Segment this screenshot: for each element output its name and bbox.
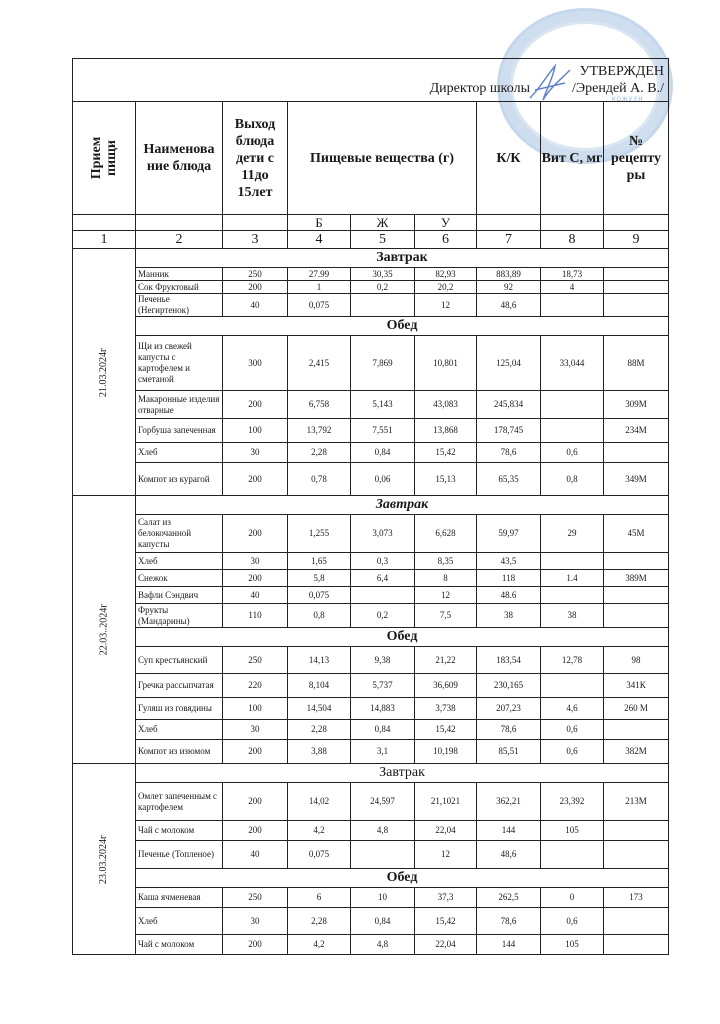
vit-c-value: 0,6 [541,740,604,764]
carbs-value: 6,628 [415,515,477,553]
dish-row [73,841,669,869]
approval-block [73,59,669,102]
meal-title: Завтрак [136,496,669,515]
dish-row [73,908,669,935]
recipe-number: 349М [604,463,669,496]
protein-value: 0,78 [288,463,351,496]
dish-yield: 200 [223,463,288,496]
vit-c-value: 33,044 [541,336,604,391]
dish-yield: 200 [223,515,288,553]
protein-value: 5,8 [288,570,351,587]
day-date: 23.03.2024г [98,834,110,884]
dish-name: Компот из изюмом [136,740,223,764]
col-number: 4 [288,231,351,249]
fat-value: 6,4 [351,570,415,587]
dish-yield: 200 [223,783,288,821]
vit-c-value: 0 [541,888,604,908]
dish-name: Салат из белокочанной капусты [136,515,223,553]
col-header-fat: Ж [351,215,415,231]
kcal-value: 125,04 [477,336,541,391]
dish-name: Суп крестьянский [136,647,223,674]
day-date: 21.03.2024г [98,347,110,397]
kcal-value: 883,89 [477,268,541,281]
fat-value: 9,38 [351,647,415,674]
vit-c-value [541,419,604,443]
dish-yield: 30 [223,443,288,463]
recipe-number [604,268,669,281]
protein-value: 4,2 [288,935,351,955]
kcal-value: 178,745 [477,419,541,443]
fat-value [351,841,415,869]
fat-value: 24,597 [351,783,415,821]
recipe-number: 213М [604,783,669,821]
protein-value: 2,415 [288,336,351,391]
col-header-vit-c: Вит С, мг [541,102,604,215]
protein-value: 1,255 [288,515,351,553]
protein-value: 0,8 [288,604,351,628]
dish-name: Фрукты (Мандарины) [136,604,223,628]
fat-value: 0,3 [351,553,415,570]
dish-name: Макаронные изделия отварные [136,391,223,419]
fat-value [351,294,415,317]
col-header-carbs: У [415,215,477,231]
protein-value: 2,28 [288,720,351,740]
dish-yield: 200 [223,281,288,294]
kcal-value: 43,5 [477,553,541,570]
dish-name: Хлеб [136,720,223,740]
col-header-nutrients: Пищевые вещества (г) [288,102,477,215]
fat-value: 0,84 [351,720,415,740]
protein-value: 1 [288,281,351,294]
recipe-number [604,908,669,935]
dish-row [73,740,669,764]
protein-value: 2,28 [288,908,351,935]
vit-c-value [541,391,604,419]
signatory-title: Директор школы [429,81,530,96]
carbs-value: 15,42 [415,908,477,935]
recipe-number: 98 [604,647,669,674]
carbs-value: 12 [415,587,477,604]
signatory [77,80,664,97]
dish-yield: 40 [223,587,288,604]
meal-section-row [73,764,669,783]
fat-value: 3,1 [351,740,415,764]
recipe-number [604,720,669,740]
fat-value: 4,8 [351,935,415,955]
recipe-number: 309М [604,391,669,419]
stamp-text: КОЖУУН [612,97,644,103]
dish-yield: 200 [223,391,288,419]
col-header-meal: Прием пищи [73,102,136,215]
dish-name: Хлеб [136,443,223,463]
fat-value [351,587,415,604]
vit-c-value [541,674,604,698]
kcal-value: 92 [477,281,541,294]
kcal-value: 48,6 [477,841,541,869]
recipe-number: 88М [604,336,669,391]
carbs-value: 8,35 [415,553,477,570]
recipe-number: 382М [604,740,669,764]
empty-cell [477,215,541,231]
fat-value: 10 [351,888,415,908]
dish-name: Омлет запеченным с картофелем [136,783,223,821]
dish-yield: 200 [223,821,288,841]
kcal-value: 59,97 [477,515,541,553]
menu-table [72,58,669,955]
column-number-row [73,231,669,249]
protein-value: 27.99 [288,268,351,281]
recipe-number: 341К [604,674,669,698]
vit-c-value: 0,8 [541,463,604,496]
recipe-number [604,604,669,628]
dish-name: Чай с молоком [136,935,223,955]
vit-c-value: 0,6 [541,720,604,740]
protein-value: 0,075 [288,841,351,869]
kcal-value: 144 [477,935,541,955]
recipe-number [604,587,669,604]
protein-value: 6,758 [288,391,351,419]
protein-value: 6 [288,888,351,908]
kcal-value: 48.6 [477,587,541,604]
kcal-value: 48,6 [477,294,541,317]
protein-value: 14,13 [288,647,351,674]
recipe-number [604,294,669,317]
fat-value: 0,84 [351,443,415,463]
protein-value: 2,28 [288,443,351,463]
col-number: 6 [415,231,477,249]
vit-c-value: 0,6 [541,443,604,463]
carbs-value: 20,2 [415,281,477,294]
column-header-row [73,102,669,215]
dish-yield: 200 [223,570,288,587]
kcal-value: 78,6 [477,908,541,935]
dish-row [73,604,669,628]
kcal-value: 85,51 [477,740,541,764]
carbs-value: 82,93 [415,268,477,281]
dish-name: Печенье (Топленое) [136,841,223,869]
dish-row [73,674,669,698]
kcal-value: 362,21 [477,783,541,821]
carbs-value: 37,3 [415,888,477,908]
dish-row [73,391,669,419]
vit-c-value: 12,78 [541,647,604,674]
dish-name: Гречка рассыпчатая [136,674,223,698]
kcal-value: 65,35 [477,463,541,496]
day-date-cell [73,496,136,764]
approved-label: УТВЕРЖДЕН [579,64,664,79]
fat-value: 3,073 [351,515,415,553]
empty-cell [223,215,288,231]
dish-row [73,720,669,740]
dish-row [73,821,669,841]
carbs-value: 21,1021 [415,783,477,821]
fat-value: 7,551 [351,419,415,443]
dish-yield: 100 [223,419,288,443]
protein-value: 0,075 [288,294,351,317]
signatory-name: /Эрендей А. В./ [571,81,664,96]
meal-section-row [73,496,669,515]
col-number: 3 [223,231,288,249]
empty-cell [73,215,136,231]
vit-c-value: 1.4 [541,570,604,587]
dish-yield: 30 [223,720,288,740]
recipe-number: 389М [604,570,669,587]
vit-c-value [541,294,604,317]
col-header-recipe: № рецепту ры [604,102,669,215]
empty-cell [541,215,604,231]
carbs-value: 13,868 [415,419,477,443]
dish-name: Печенье (Негиртенок) [136,294,223,317]
vit-c-value: 4 [541,281,604,294]
kcal-value: 144 [477,821,541,841]
col-header-protein: Б [288,215,351,231]
dish-name: Чай с молоком [136,821,223,841]
col-header-dish-name: Наименова ние блюда [136,102,223,215]
recipe-number [604,553,669,570]
dish-name: Манник [136,268,223,281]
dish-name: Компот из курагой [136,463,223,496]
protein-value: 13,792 [288,419,351,443]
fat-value: 0,06 [351,463,415,496]
day-date-cell [73,249,136,496]
kcal-value: 118 [477,570,541,587]
carbs-value: 12 [415,841,477,869]
approval-row [73,59,669,102]
fat-value: 4,8 [351,821,415,841]
dish-row [73,268,669,281]
vit-c-value: 38 [541,604,604,628]
kcal-value: 78,6 [477,720,541,740]
dish-row [73,515,669,553]
dish-row [73,888,669,908]
dish-name: Вафли Сэндвич [136,587,223,604]
carbs-value: 7,5 [415,604,477,628]
meal-section-row [73,628,669,647]
col-header-yield: Выход блюда дети с 11до 15лет [223,102,288,215]
recipe-number: 45М [604,515,669,553]
meal-title: Обед [136,869,669,888]
dish-name: Хлеб [136,908,223,935]
protein-value: 1,65 [288,553,351,570]
col-number: 1 [73,231,136,249]
dish-yield: 200 [223,740,288,764]
meal-section-row [73,869,669,888]
dish-row [73,443,669,463]
vit-c-value [541,841,604,869]
meal-title: Обед [136,317,669,336]
dish-row [73,419,669,443]
dish-yield: 250 [223,888,288,908]
dish-row [73,587,669,604]
carbs-value: 15,42 [415,443,477,463]
vit-c-value: 0,6 [541,908,604,935]
empty-cell [136,215,223,231]
dish-yield: 220 [223,674,288,698]
dish-row [73,463,669,496]
dish-yield: 30 [223,553,288,570]
carbs-value: 15,42 [415,720,477,740]
kcal-value: 262,5 [477,888,541,908]
empty-cell [604,215,669,231]
day-date: 22.03..2024г [98,603,110,656]
fat-value: 30,35 [351,268,415,281]
dish-name: Снежок [136,570,223,587]
carbs-value: 43,083 [415,391,477,419]
dish-name: Хлеб [136,553,223,570]
carbs-value: 36,609 [415,674,477,698]
vit-c-value [541,587,604,604]
col-number: 7 [477,231,541,249]
vit-c-value: 18,73 [541,268,604,281]
fat-value: 5,143 [351,391,415,419]
dish-yield: 300 [223,336,288,391]
meal-section-row [73,249,669,268]
carbs-value: 3,738 [415,698,477,720]
carbs-value: 22,04 [415,821,477,841]
carbs-value: 15,13 [415,463,477,496]
meal-title: Завтрак [136,764,669,783]
carbs-value: 10,198 [415,740,477,764]
meal-title: Обед [136,628,669,647]
protein-value: 0,075 [288,587,351,604]
kcal-value: 230,165 [477,674,541,698]
col-number: 9 [604,231,669,249]
carbs-value: 21,22 [415,647,477,674]
dish-row [73,935,669,955]
dish-row [73,698,669,720]
recipe-number: 234М [604,419,669,443]
vit-c-value [541,553,604,570]
dish-yield: 30 [223,908,288,935]
vit-c-value: 105 [541,935,604,955]
recipe-number: 260 М [604,698,669,720]
fat-value: 5,737 [351,674,415,698]
dish-row [73,294,669,317]
kcal-value: 78,6 [477,443,541,463]
dish-row [73,570,669,587]
dish-yield: 110 [223,604,288,628]
dish-row [73,553,669,570]
dish-yield: 100 [223,698,288,720]
carbs-value: 10,801 [415,336,477,391]
vit-c-value: 4,6 [541,698,604,720]
dish-row [73,647,669,674]
fat-value: 14,883 [351,698,415,720]
vit-c-value: 23,392 [541,783,604,821]
dish-yield: 40 [223,294,288,317]
fat-value: 7,869 [351,336,415,391]
dish-yield: 40 [223,841,288,869]
fat-value: 0,2 [351,281,415,294]
carbs-value: 22,04 [415,935,477,955]
carbs-value: 8 [415,570,477,587]
dish-name: Сок Фруктовый [136,281,223,294]
kcal-value: 183,54 [477,647,541,674]
kcal-value: 245,834 [477,391,541,419]
kcal-value: 207,23 [477,698,541,720]
dish-yield: 200 [223,935,288,955]
nutrient-subheader-row [73,215,669,231]
fat-value: 0,84 [351,908,415,935]
dish-name: Гуляш из говядины [136,698,223,720]
meal-title: Завтрак [136,249,669,268]
dish-row [73,281,669,294]
col-header-kcal: К/К [477,102,541,215]
recipe-number [604,443,669,463]
carbs-value: 12 [415,294,477,317]
col-number: 5 [351,231,415,249]
protein-value: 4,2 [288,821,351,841]
col-number: 8 [541,231,604,249]
kcal-value: 38 [477,604,541,628]
vit-c-value: 29 [541,515,604,553]
col-number: 2 [136,231,223,249]
dish-name: Щи из свежей капусты с картофелем и сметаной [136,336,223,391]
fat-value: 0,2 [351,604,415,628]
recipe-number [604,935,669,955]
dish-row [73,783,669,821]
dish-row [73,336,669,391]
dish-name: Каша ячменевая [136,888,223,908]
dish-yield: 250 [223,647,288,674]
recipe-number [604,821,669,841]
vit-c-value: 105 [541,821,604,841]
meal-section-row [73,317,669,336]
dish-name: Горбуша запеченная [136,419,223,443]
recipe-number [604,841,669,869]
protein-value: 14,02 [288,783,351,821]
day-date-cell [73,764,136,955]
protein-value: 14,504 [288,698,351,720]
recipe-number [604,281,669,294]
protein-value: 8,104 [288,674,351,698]
recipe-number: 173 [604,888,669,908]
dish-yield: 250 [223,268,288,281]
protein-value: 3,88 [288,740,351,764]
